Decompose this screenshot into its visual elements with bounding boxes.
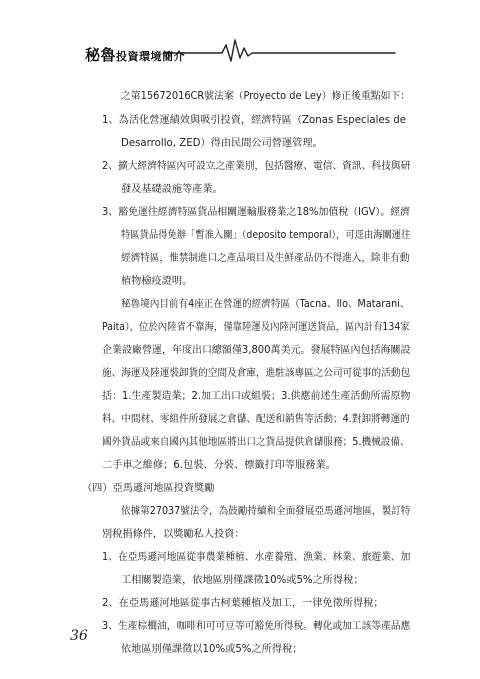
list-item-line: 植物檢疫證明。 (121, 276, 193, 287)
list-item-line: 1、為活化營運績效與吸引投資，經濟特區（Zonas Especiales de (102, 115, 407, 126)
list-item-line: 經濟特區，惟禁制進口之產品項目及生鮮產品仍不得進入，除非有動 (121, 253, 410, 264)
list-item-line: 3、生產棕櫚油，咖啡和可可豆等可豁免所得稅。轉化或加工該等產品應 (102, 621, 411, 632)
header-title-big: 秘魯 (85, 46, 117, 64)
list-item-line: 1、在亞馬遜河地區從事農業種植、水產養殖、漁業、林業、旅遊業、加 (102, 552, 411, 563)
list-item-line: 發及基礎設施等產業。 (121, 184, 223, 195)
header-title-rest: 投資環境簡介 (116, 50, 186, 63)
section-heading: （四）亞馬遜河地區投資獎勵 (82, 483, 215, 494)
paragraph-line: 二手車之維修；6.包裝、分裝、標籤打印等服務業。 (102, 460, 336, 471)
paragraph-line: 施、海運及陸運裝卸貨的空間及倉庫，進駐該專區之公司可從事的活動包 (102, 368, 411, 379)
list-item-line: Desarrollo, ZED）得由民間公司營運管理。 (121, 138, 323, 149)
list-item-line: 2、擴大經濟特區內可設立之產業別，包括醫療、電信、資訊、科技與研 (102, 161, 411, 172)
list-item-line: 工相關製造業，依地區別僅課徵10%或5%之所得稅； (121, 575, 364, 586)
paragraph-line: 秘魯境內目前有4座正在營運的經濟特區（Tacna、Ilo、Matarani、 (121, 299, 410, 310)
list-item-line: 特區貨品得免辦「暫准入關」（deposito temporal），可逕由海關運往 (121, 230, 411, 241)
list-item-line: 依地區別僅課徵以10%或5%之所得稅； (121, 644, 303, 655)
paragraph-line: 企業設廠營運，年度出口總額僅3,800萬美元。發展特區內包括海關設 (102, 345, 411, 356)
list-item-line: 3、豁免運往經濟特區貨品相關運輸服務業之18%加值稅（IGV）。經濟 (102, 207, 411, 218)
list-item-line: 2、在亞馬遜河地區從事古柯葉種植及加工，一律免徵所得稅； (102, 598, 384, 609)
paragraph-line: 別稅捐條件，以獎勵私人投資： (102, 529, 245, 540)
paragraph-line: 國外貨品或來自國內其他地區將出口之貨品提供倉儲服務；5.機械設備、 (102, 437, 410, 448)
page-number: 36 (70, 628, 88, 644)
paragraph-line: Paita），位於內陸省不靠海，僅靠陸運及內陸河運送貨品，區內計有134家 (102, 322, 410, 333)
paragraph-line: 料、中間材、零組件所發展之倉儲、配送和銷售等活動；4.對卸將轉運的 (102, 414, 410, 425)
paragraph-line: 之第15672016CR號法案（Proyecto de Ley）修正後重點如下： (121, 91, 411, 102)
paragraph-line: 依據第27037號法令，為鼓勵持續和全面發展亞馬遜河地區，製訂特 (121, 506, 411, 517)
paragraph-line: 括：1.生產製造業；2.加工出口或組裝；3.供應前述生產活動所需原物 (102, 391, 411, 402)
